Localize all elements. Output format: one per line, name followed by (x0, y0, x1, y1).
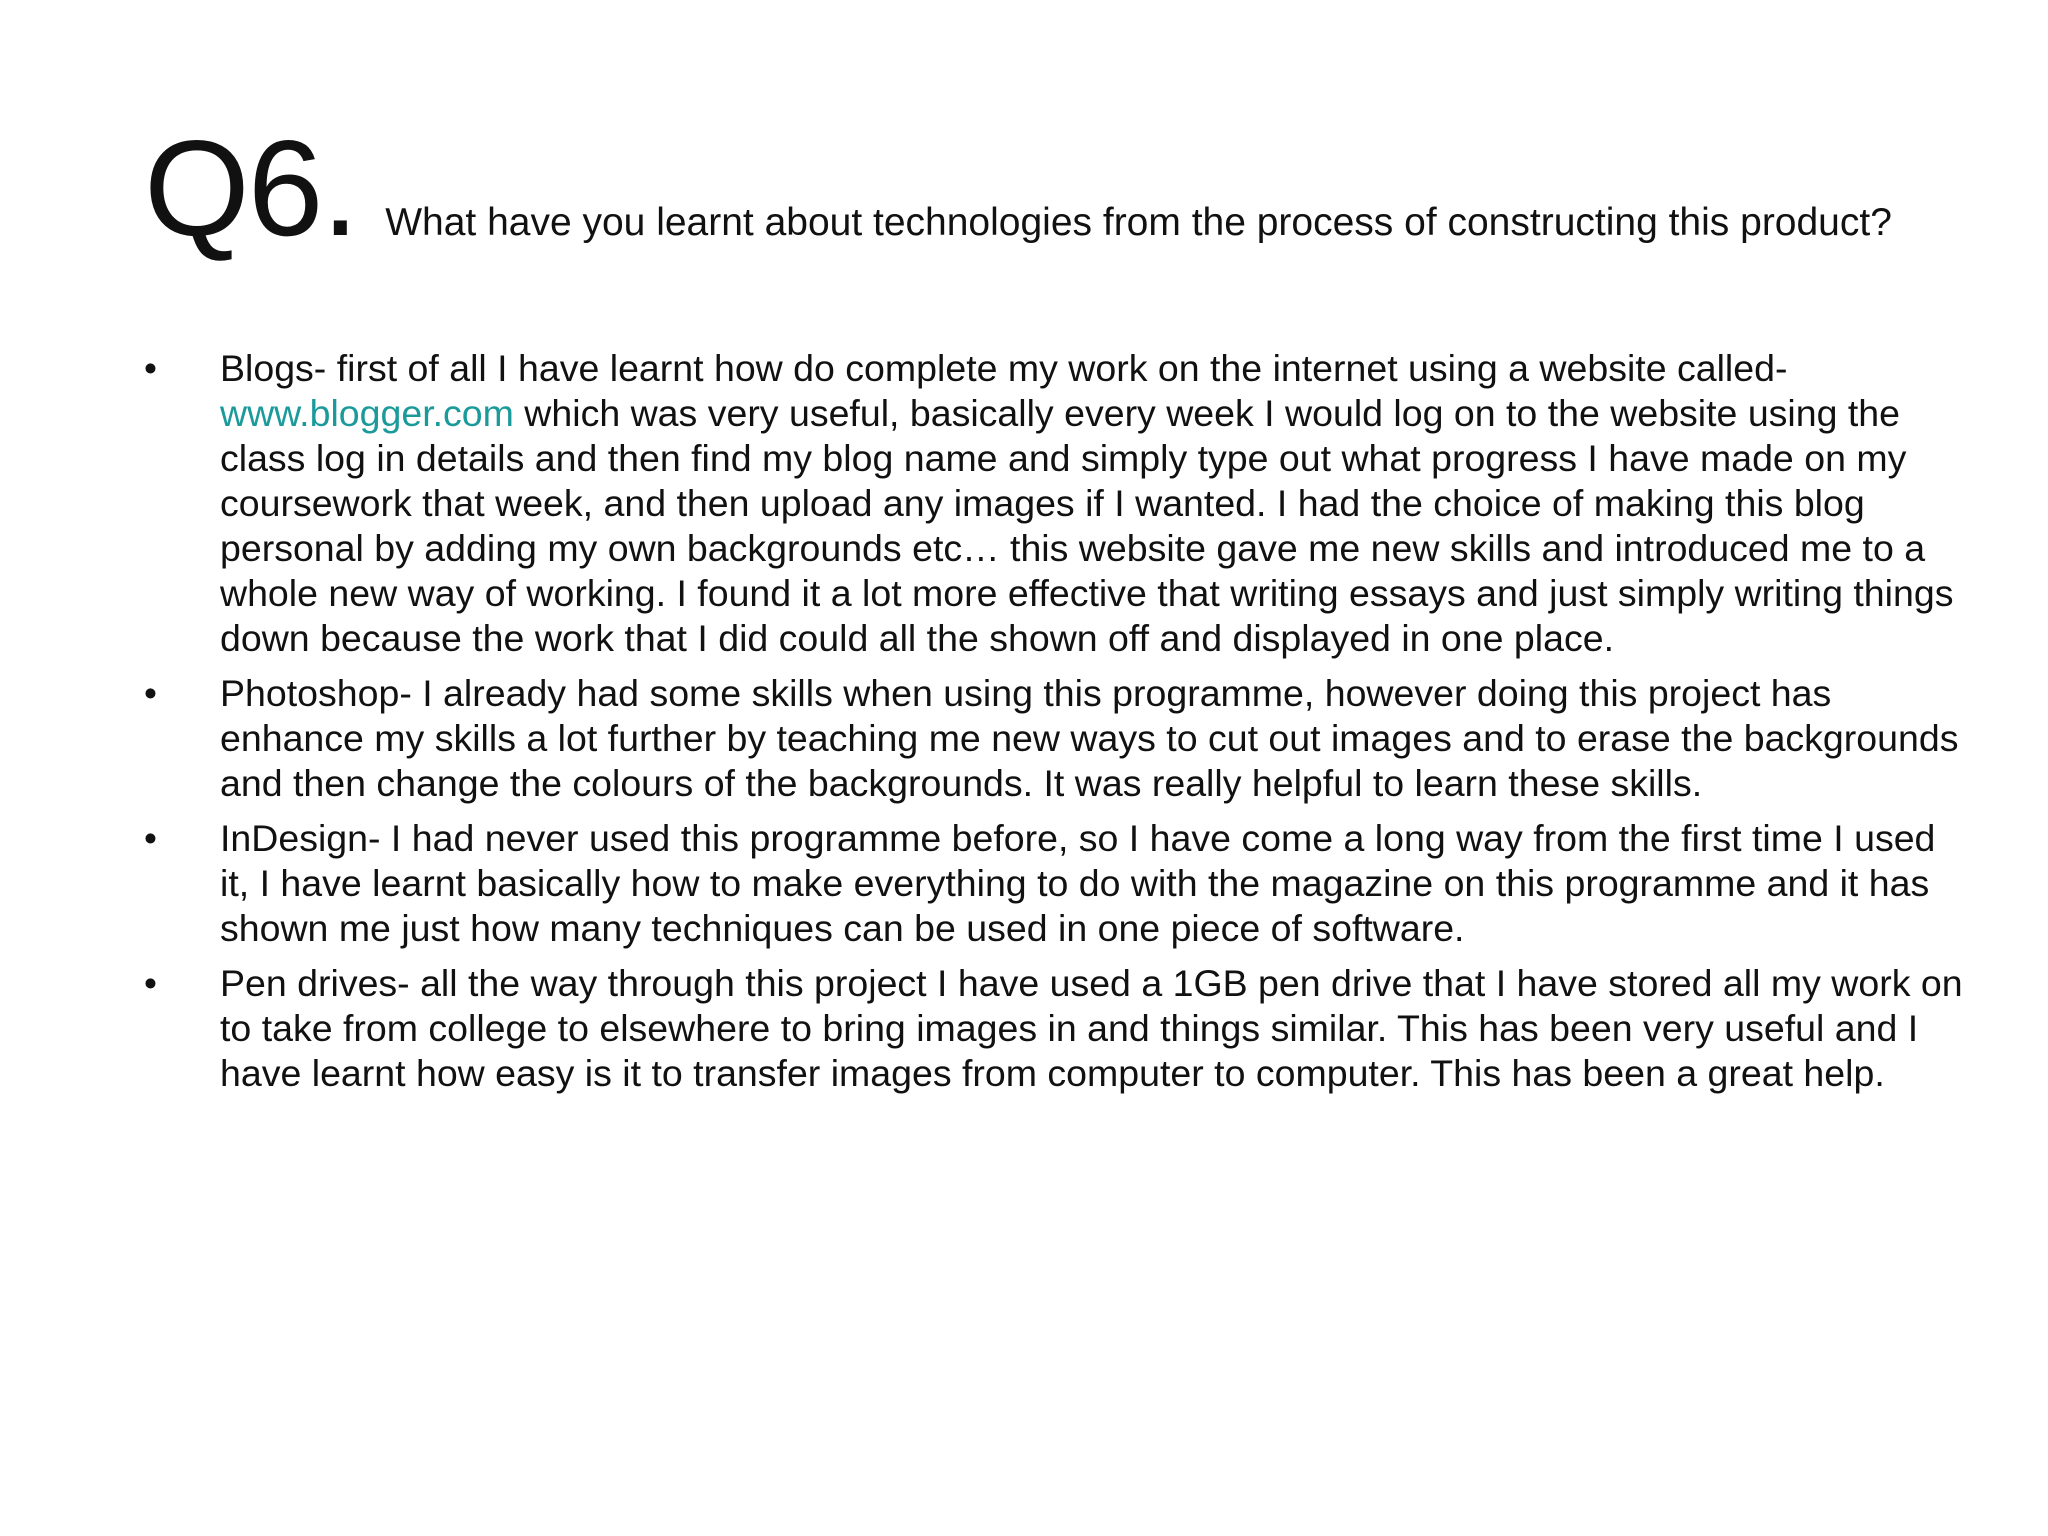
blogger-link[interactable]: www.blogger.com (220, 392, 514, 434)
bullet-text: Blogs- first of all I have learnt how do complete my work on the internet using a website called- www.blogger.com which was very useful, basically every week I would log on to the website using the class log in details and then find my blog name and simply type out what progress I have made on my coursework that week, and then upload any images if I wanted. I had the choice of making this blog personal by adding my own backgrounds etc… this website gave me new skills and introduced me to a whole new way of working. I found it a lot more effective that writing essays and just simply writing things down because the work that I did could all the shown off and displayed in one place. (220, 347, 1954, 659)
bullet-item-pen-drives (140, 961, 1970, 1096)
bullet-text: InDesign- I had never used this programme before, so I have come a long way from the first time I used it, I have learnt basically how to make everything to do with the magazine on this programme and it has shown me just how many techniques can be used in one piece of software. (220, 817, 1936, 949)
bullet-marker: • (144, 818, 157, 859)
bullet-text: Photoshop- I already had some skills when using this programme, however doing this project has enhance my skills a lot further by teaching me new ways to cut out images and to erase the backgrounds and then change the colours of the backgrounds. It was really helpful to learn these skills. (220, 672, 1959, 804)
bullet-marker: • (144, 963, 157, 1004)
question-text: What have you learnt about technologies from the process of constructing this product? (385, 201, 1892, 244)
bullet-marker: • (144, 673, 157, 714)
bullet-marker: • (144, 348, 157, 389)
slide-title (144, 112, 1892, 264)
bullet-list (140, 346, 1970, 1106)
bullet-item-photoshop (140, 671, 1970, 806)
bullet-text: Pen drives- all the way through this project I have used a 1GB pen drive that I have stored all my work on to take from college to elsewhere to bring images in and things similar. This has been very useful and I have learnt how easy is it to transfer images from computer to computer. This has been a great help. (220, 962, 1963, 1094)
question-number: Q6. (144, 112, 358, 264)
bullet-item-indesign (140, 816, 1970, 951)
bullet-item-blogs (140, 346, 1970, 661)
